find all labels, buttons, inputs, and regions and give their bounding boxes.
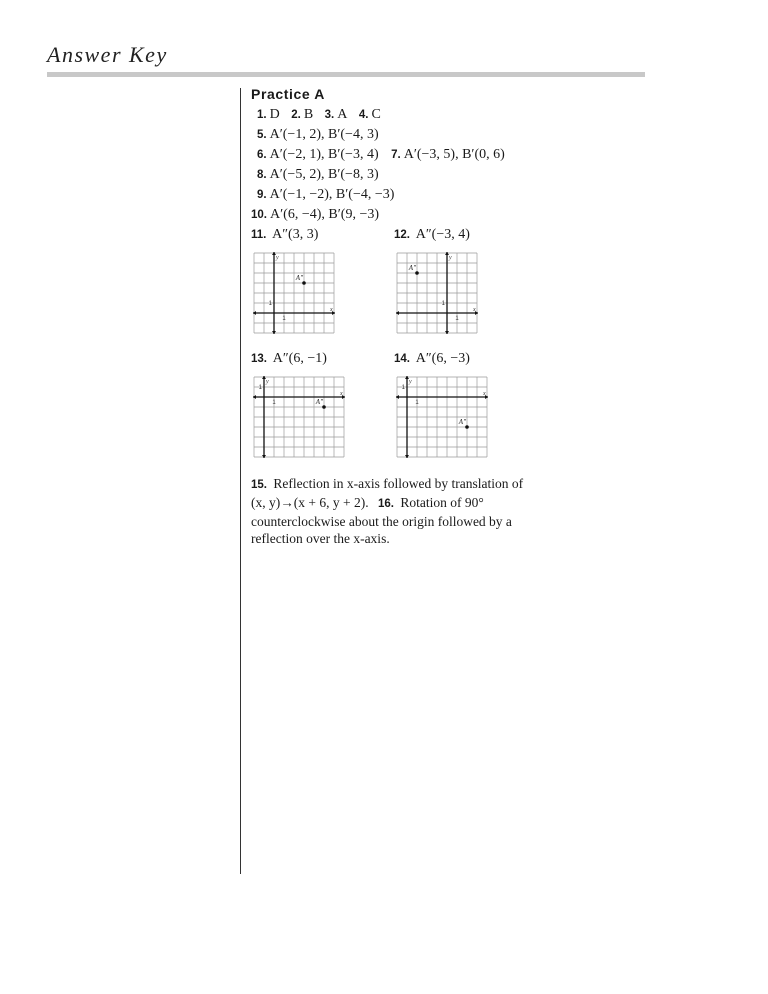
answer-row-10 bbox=[251, 205, 551, 225]
item-1-number: 1. bbox=[257, 109, 267, 121]
graph-11 bbox=[252, 251, 336, 337]
item-6-number: 6. bbox=[257, 149, 267, 161]
y-axis-arrow bbox=[445, 331, 449, 334]
y-axis-arrow bbox=[272, 331, 276, 334]
y-axis-label: y bbox=[449, 255, 452, 261]
y-tick-label: 1 bbox=[441, 301, 445, 307]
item-13-number: 13. bbox=[251, 353, 267, 365]
answer-row-13-14 bbox=[251, 349, 551, 369]
graphs-row-11-12 bbox=[251, 245, 551, 349]
x-axis-arrow bbox=[396, 311, 399, 315]
item-6-answer: A′(−2, 1), B′(−3, 4) bbox=[269, 147, 379, 162]
section-title: Practice A bbox=[251, 86, 325, 102]
header-divider bbox=[47, 72, 645, 77]
graph-14 bbox=[395, 375, 489, 461]
x-axis-arrow bbox=[396, 395, 399, 399]
answer-paragraph-15-16 bbox=[251, 475, 541, 547]
answer-row-11-12 bbox=[251, 225, 551, 245]
item-9-number: 9. bbox=[257, 189, 267, 201]
item-14-number: 14. bbox=[394, 353, 410, 365]
y-axis-arrow bbox=[262, 455, 266, 458]
item-9-answer: A′(−1, −2), B′(−4, −3) bbox=[269, 187, 395, 202]
item-3-number: 3. bbox=[324, 109, 335, 121]
x-tick-label: 1 bbox=[415, 400, 419, 406]
item-15-answer: Reflection in x-axis followed by translation of (x, y)→(x + 6, y + 2). bbox=[251, 476, 524, 510]
graph-13 bbox=[252, 375, 346, 461]
x-axis-label: x bbox=[330, 307, 333, 313]
x-axis-arrow bbox=[253, 395, 256, 399]
page-title: Answer Key bbox=[47, 42, 168, 67]
point-label: A″ bbox=[315, 398, 323, 406]
x-axis-label: x bbox=[483, 391, 486, 397]
x-tick-label: 1 bbox=[455, 316, 459, 322]
item-5-answer: A′(−1, 2), B′(−4, 3) bbox=[269, 127, 379, 142]
answer-row-1-4 bbox=[251, 105, 551, 125]
y-axis-arrow bbox=[405, 455, 409, 458]
item-13-answer: A″(6, −1) bbox=[272, 351, 327, 366]
item-15-number: 15. bbox=[251, 479, 267, 491]
point-label: A″ bbox=[458, 418, 466, 426]
item-16-number: 16. bbox=[377, 498, 394, 510]
item-4-answer: C bbox=[371, 107, 381, 122]
item-12-number: 12. bbox=[394, 229, 410, 241]
y-tick-label: 1 bbox=[401, 385, 405, 391]
item-10-answer: A′(6, −4), B′(9, −3) bbox=[270, 207, 380, 222]
item-7-answer: A′(−3, 5), B′(0, 6) bbox=[403, 147, 505, 162]
answer-row-8 bbox=[251, 165, 551, 185]
item-7-number: 7. bbox=[391, 149, 401, 161]
y-axis-label: y bbox=[276, 255, 279, 261]
point-label: A″ bbox=[295, 274, 303, 282]
y-tick-label: 1 bbox=[268, 301, 272, 307]
item-1-answer: D bbox=[269, 107, 280, 122]
x-axis-label: x bbox=[340, 391, 343, 397]
item-4-number: 4. bbox=[358, 109, 369, 121]
y-tick-label: 1 bbox=[258, 385, 262, 391]
graph-12 bbox=[395, 251, 479, 337]
y-axis-label: y bbox=[266, 379, 269, 385]
item-10-number: 10. bbox=[251, 209, 267, 221]
answer-row-6-7 bbox=[251, 145, 551, 165]
item-12-answer: A″(−3, 4) bbox=[415, 227, 470, 242]
x-tick-label: 1 bbox=[282, 316, 286, 322]
item-14-answer: A″(6, −3) bbox=[415, 351, 470, 366]
item-3-answer: A bbox=[337, 107, 348, 122]
answer-row-9 bbox=[251, 185, 551, 205]
item-8-answer: A′(−5, 2), B′(−8, 3) bbox=[269, 167, 379, 182]
answer-column bbox=[251, 84, 551, 547]
item-11-answer: A″(3, 3) bbox=[272, 227, 319, 242]
column-divider bbox=[240, 88, 241, 874]
item-5-number: 5. bbox=[257, 129, 267, 141]
item-2-answer: B bbox=[303, 107, 314, 122]
x-tick-label: 1 bbox=[272, 400, 276, 406]
item-16-answer: Rotation of 90° counterclockwise about the origin followed by a reflection over the x-axis. bbox=[251, 495, 512, 546]
point-label: A″ bbox=[408, 264, 416, 272]
y-axis-label: y bbox=[409, 379, 412, 385]
graphs-row-13-14 bbox=[251, 369, 551, 471]
x-axis-label: x bbox=[473, 307, 476, 313]
item-8-number: 8. bbox=[257, 169, 267, 181]
item-11-number: 11. bbox=[251, 229, 267, 241]
answer-row-5 bbox=[251, 125, 551, 145]
x-axis-arrow bbox=[253, 311, 256, 315]
item-2-number: 2. bbox=[291, 109, 301, 121]
